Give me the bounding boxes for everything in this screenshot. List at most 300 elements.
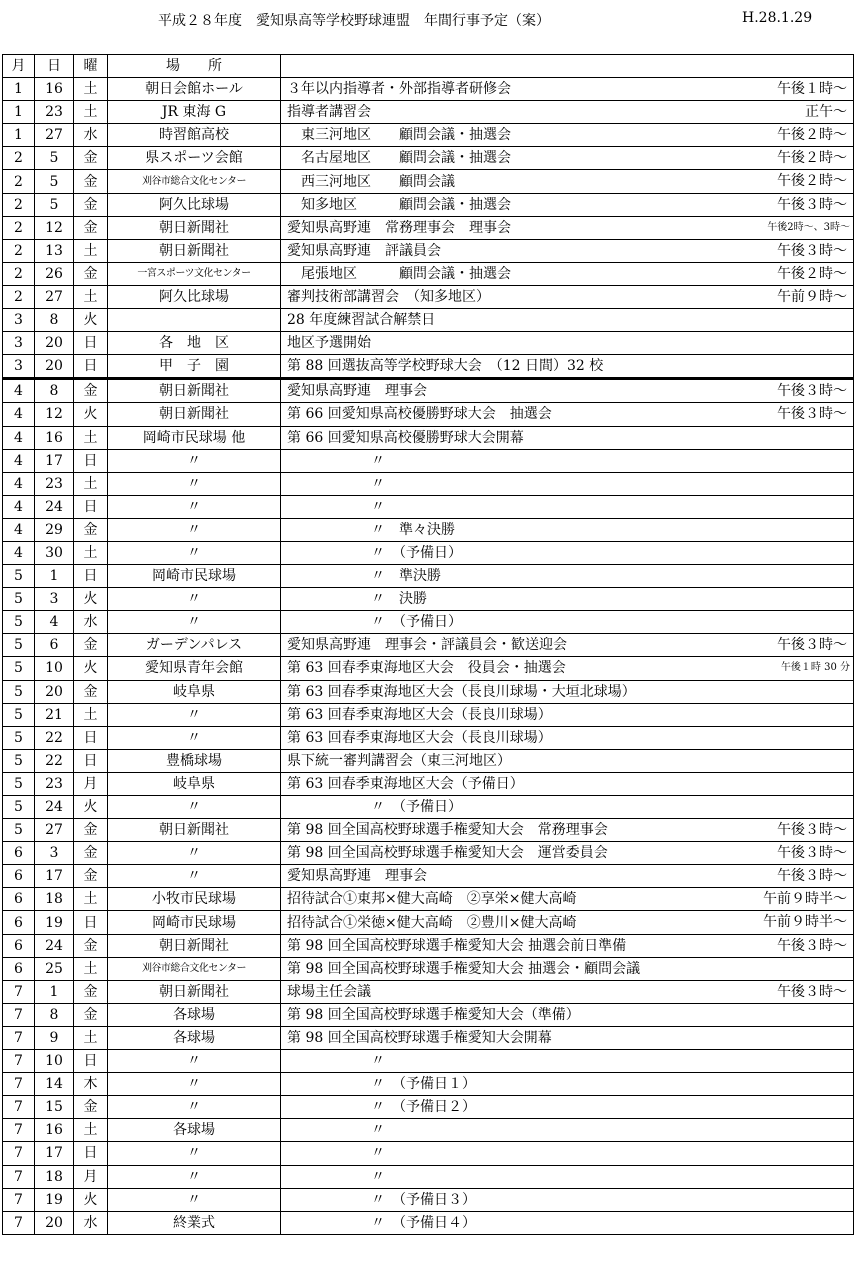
event-text: 〃 <box>287 1145 385 1162</box>
event-time: 午後２時～ <box>777 173 847 190</box>
day-cell: 14 <box>35 1073 74 1096</box>
month-cell: 2 <box>3 147 35 170</box>
event-time: 午後３時～ <box>777 196 847 213</box>
day-cell: 20 <box>35 1211 74 1234</box>
table-row <box>3 611 854 634</box>
event-text: 愛知県高野連 常務理事会 理事会 <box>287 219 511 236</box>
event-text: 〃 決勝 <box>287 591 427 608</box>
table-row <box>3 565 854 588</box>
table-row <box>3 819 854 842</box>
day-cell: 23 <box>35 101 74 124</box>
table-row <box>3 634 854 657</box>
event-time: 午後２時～ <box>777 265 847 282</box>
weekday-cell: 土 <box>74 78 108 101</box>
event-cell <box>281 634 854 657</box>
table-row <box>3 147 854 170</box>
place-cell: 岐阜県 <box>108 772 281 795</box>
place-cell: 〃 <box>108 449 281 472</box>
event-cell <box>281 426 854 449</box>
place-cell: 終業式 <box>108 1211 281 1234</box>
event-cell <box>281 101 854 124</box>
event-cell <box>281 819 854 842</box>
day-cell: 10 <box>35 657 74 680</box>
day-cell: 27 <box>35 819 74 842</box>
table-row <box>3 239 854 262</box>
table-row <box>3 842 854 865</box>
event-text: 愛知県高野連 理事会 <box>287 868 427 885</box>
table-row <box>3 426 854 449</box>
place-cell: 〃 <box>108 865 281 888</box>
place-cell <box>108 309 281 332</box>
event-cell <box>281 957 854 980</box>
weekday-cell: 金 <box>74 819 108 842</box>
month-cell: 5 <box>3 819 35 842</box>
place-cell: 愛知県青年会館 <box>108 657 281 680</box>
event-cell <box>281 1026 854 1049</box>
table-row <box>3 78 854 101</box>
month-cell: 7 <box>3 1003 35 1026</box>
table-row <box>3 588 854 611</box>
place-cell: 各球場 <box>108 1026 281 1049</box>
day-cell: 12 <box>35 403 74 426</box>
table-row <box>3 980 854 1003</box>
document-title: 平成２８年度 愛知県高等学校野球連盟 年間行事予定（案） <box>158 13 550 29</box>
event-cell <box>281 1119 854 1142</box>
event-text: 〃 <box>287 452 385 469</box>
event-text: 第 98 回全国高校野球選手権愛知大会 抽選会前日準備 <box>287 937 627 954</box>
event-text: 〃 （予備日） <box>287 545 462 562</box>
weekday-cell: 金 <box>74 865 108 888</box>
weekday-cell: 金 <box>74 1096 108 1119</box>
weekday-cell: 金 <box>74 518 108 541</box>
table-row <box>3 1165 854 1188</box>
header-month: 月 <box>3 55 35 78</box>
event-time: 午前９時半～ <box>763 891 847 908</box>
table-row <box>3 193 854 216</box>
table-row <box>3 1188 854 1211</box>
event-cell <box>281 1211 854 1234</box>
month-cell: 5 <box>3 565 35 588</box>
month-cell: 7 <box>3 1096 35 1119</box>
event-cell <box>281 588 854 611</box>
table-row <box>3 309 854 332</box>
weekday-cell: 土 <box>74 101 108 124</box>
month-cell: 3 <box>3 355 35 379</box>
month-cell: 6 <box>3 842 35 865</box>
event-time: 午後３時～ <box>777 822 847 839</box>
event-cell <box>281 726 854 749</box>
day-cell: 26 <box>35 262 74 285</box>
event-cell <box>281 216 854 239</box>
place-cell: 阿久比球場 <box>108 193 281 216</box>
event-text: 第 63 回春季東海地区大会（長良川球場） <box>287 706 552 723</box>
event-text: 〃 （予備日２） <box>287 1099 476 1116</box>
weekday-cell: 土 <box>74 703 108 726</box>
table-row <box>3 216 854 239</box>
weekday-cell: 金 <box>74 170 108 193</box>
event-time: 午後１時～ <box>777 81 847 98</box>
month-cell: 4 <box>3 426 35 449</box>
event-cell <box>281 518 854 541</box>
event-cell <box>281 1188 854 1211</box>
event-cell <box>281 285 854 308</box>
event-cell <box>281 772 854 795</box>
day-cell: 23 <box>35 772 74 795</box>
event-text: 第 63 回春季東海地区大会（予備日） <box>287 775 524 792</box>
place-cell: 〃 <box>108 588 281 611</box>
place-cell: 〃 <box>108 518 281 541</box>
place-cell: 県スポーツ会館 <box>108 147 281 170</box>
weekday-cell: 日 <box>74 726 108 749</box>
table-row <box>3 379 854 403</box>
event-text: 〃 <box>287 1122 385 1139</box>
event-text: 知多地区 顧問会議・抽選会 <box>287 196 511 213</box>
event-text: 球場主任会議 <box>287 983 371 1000</box>
month-cell: 3 <box>3 332 35 355</box>
place-cell: 刈谷市総合文化センター <box>108 957 281 980</box>
day-cell: 16 <box>35 1119 74 1142</box>
table-row <box>3 332 854 355</box>
event-text: 地区予選開始 <box>287 335 371 352</box>
event-text: 招待試合①栄徳×健大高崎 ②豊川×健大高崎 <box>287 914 577 931</box>
place-cell: 各球場 <box>108 1119 281 1142</box>
event-cell <box>281 796 854 819</box>
table-row <box>3 449 854 472</box>
event-cell <box>281 472 854 495</box>
place-cell: 〃 <box>108 842 281 865</box>
event-cell <box>281 170 854 193</box>
event-cell <box>281 262 854 285</box>
weekday-cell: 月 <box>74 1165 108 1188</box>
day-cell: 17 <box>35 865 74 888</box>
table-row <box>3 772 854 795</box>
weekday-cell: 月 <box>74 772 108 795</box>
event-text: 第 66 回愛知県高校優勝野球大会 抽選会 <box>287 406 552 423</box>
weekday-cell: 金 <box>74 216 108 239</box>
event-cell <box>281 865 854 888</box>
day-cell: 8 <box>35 379 74 403</box>
event-text: 県下統一審判講習会（東三河地区） <box>287 752 511 769</box>
month-cell: 7 <box>3 1026 35 1049</box>
month-cell: 5 <box>3 634 35 657</box>
month-cell: 4 <box>3 403 35 426</box>
day-cell: 19 <box>35 1188 74 1211</box>
event-cell <box>281 680 854 703</box>
table-row <box>3 472 854 495</box>
place-cell: 朝日新聞社 <box>108 216 281 239</box>
event-text: 〃 <box>287 475 385 492</box>
weekday-cell: 金 <box>74 680 108 703</box>
event-cell <box>281 842 854 865</box>
event-text: ３年以内指導者・外部指導者研修会 <box>287 81 511 98</box>
table-row <box>3 911 854 934</box>
event-time: 午後２時～ <box>777 150 847 167</box>
event-text: 尾張地区 顧問会議・抽選会 <box>287 265 511 282</box>
place-cell: 〃 <box>108 611 281 634</box>
place-cell: 小牧市民球場 <box>108 888 281 911</box>
event-text: 28 年度練習試合解禁日 <box>287 312 436 329</box>
month-cell: 5 <box>3 657 35 680</box>
event-text: 第 63 回春季東海地区大会（長良川球場・大垣北球場） <box>287 683 636 700</box>
month-cell: 5 <box>3 772 35 795</box>
event-cell <box>281 703 854 726</box>
weekday-cell: 土 <box>74 426 108 449</box>
day-cell: 23 <box>35 472 74 495</box>
event-cell <box>281 1050 854 1073</box>
weekday-cell: 水 <box>74 124 108 147</box>
month-cell: 7 <box>3 1142 35 1165</box>
event-text: 〃 <box>287 498 385 515</box>
place-cell: 〃 <box>108 703 281 726</box>
month-cell: 2 <box>3 216 35 239</box>
month-cell: 2 <box>3 285 35 308</box>
table-row <box>3 262 854 285</box>
place-cell: 岡崎市民球場 他 <box>108 426 281 449</box>
day-cell: 5 <box>35 170 74 193</box>
place-cell: 〃 <box>108 796 281 819</box>
table-row <box>3 403 854 426</box>
day-cell: 21 <box>35 703 74 726</box>
event-cell <box>281 1003 854 1026</box>
table-row <box>3 1119 854 1142</box>
month-cell: 7 <box>3 1211 35 1234</box>
place-cell: ガーデンパレス <box>108 634 281 657</box>
event-cell <box>281 657 854 680</box>
day-cell: 1 <box>35 980 74 1003</box>
weekday-cell: 火 <box>74 1188 108 1211</box>
event-time: 午後３時～ <box>777 637 847 654</box>
weekday-cell: 日 <box>74 911 108 934</box>
month-cell: 5 <box>3 796 35 819</box>
month-cell: 7 <box>3 1188 35 1211</box>
table-row <box>3 101 854 124</box>
event-cell <box>281 911 854 934</box>
event-text: 審判技術部講習会 （知多地区） <box>287 288 490 305</box>
month-cell: 5 <box>3 611 35 634</box>
place-cell: 〃 <box>108 1096 281 1119</box>
event-cell <box>281 1073 854 1096</box>
event-text: 〃 <box>287 1168 385 1185</box>
event-time: 午後３時～ <box>777 242 847 259</box>
table-row <box>3 865 854 888</box>
table-row <box>3 1211 854 1234</box>
month-cell: 6 <box>3 888 35 911</box>
event-time: 午後2時～、3時～ <box>767 221 850 233</box>
month-cell: 2 <box>3 239 35 262</box>
month-cell: 4 <box>3 449 35 472</box>
event-text: 第 98 回全国高校野球選手権愛知大会開幕 <box>287 1029 552 1046</box>
month-cell: 7 <box>3 980 35 1003</box>
weekday-cell: 日 <box>74 495 108 518</box>
day-cell: 24 <box>35 796 74 819</box>
month-cell: 4 <box>3 495 35 518</box>
month-cell: 4 <box>3 518 35 541</box>
event-text: 第 66 回愛知県高校優勝野球大会開幕 <box>287 429 524 446</box>
event-cell <box>281 403 854 426</box>
month-cell: 7 <box>3 1050 35 1073</box>
weekday-cell: 土 <box>74 541 108 564</box>
day-cell: 10 <box>35 1050 74 1073</box>
table-row <box>3 680 854 703</box>
event-cell <box>281 1096 854 1119</box>
month-cell: 4 <box>3 379 35 403</box>
event-time: 午前９時～ <box>777 288 847 305</box>
day-cell: 4 <box>35 611 74 634</box>
event-text: 愛知県高野連 理事会・評議員会・歓送迎会 <box>287 637 567 654</box>
day-cell: 27 <box>35 124 74 147</box>
weekday-cell: 火 <box>74 657 108 680</box>
weekday-cell: 日 <box>74 332 108 355</box>
month-cell: 4 <box>3 541 35 564</box>
day-cell: 24 <box>35 934 74 957</box>
weekday-cell: 土 <box>74 888 108 911</box>
weekday-cell: 金 <box>74 1003 108 1026</box>
table-row <box>3 796 854 819</box>
place-cell: 〃 <box>108 1073 281 1096</box>
event-text: 第 98 回全国高校野球選手権愛知大会 運営委員会 <box>287 845 608 862</box>
place-cell: 朝日新聞社 <box>108 379 281 403</box>
month-cell: 1 <box>3 101 35 124</box>
day-cell: 22 <box>35 726 74 749</box>
table-row <box>3 657 854 680</box>
place-cell: 〃 <box>108 495 281 518</box>
event-text: 第 98 回全国高校野球選手権愛知大会（準備） <box>287 1006 580 1023</box>
month-cell: 5 <box>3 703 35 726</box>
place-cell: 朝日会館ホール <box>108 78 281 101</box>
event-cell <box>281 239 854 262</box>
day-cell: 30 <box>35 541 74 564</box>
event-time: 午後３時～ <box>777 383 847 400</box>
table-row <box>3 1050 854 1073</box>
event-cell <box>281 309 854 332</box>
weekday-cell: 土 <box>74 285 108 308</box>
event-time: 午後３時～ <box>777 845 847 862</box>
month-cell: 5 <box>3 588 35 611</box>
event-text: 名古屋地区 顧問会議・抽選会 <box>287 150 511 167</box>
event-text: 〃 （予備日３） <box>287 1191 476 1208</box>
weekday-cell: 金 <box>74 634 108 657</box>
place-cell: 朝日新聞社 <box>108 934 281 957</box>
header-day: 日 <box>35 55 74 78</box>
header-place: 場 所 <box>108 55 281 78</box>
place-cell: 時習館高校 <box>108 124 281 147</box>
event-cell <box>281 449 854 472</box>
day-cell: 13 <box>35 239 74 262</box>
weekday-cell: 日 <box>74 1050 108 1073</box>
event-text: 〃 （予備日１） <box>287 1076 476 1093</box>
weekday-cell: 日 <box>74 565 108 588</box>
place-cell: 各 地 区 <box>108 332 281 355</box>
day-cell: 27 <box>35 285 74 308</box>
event-cell <box>281 1165 854 1188</box>
month-cell: 7 <box>3 1119 35 1142</box>
day-cell: 20 <box>35 332 74 355</box>
event-text: 〃 準々決勝 <box>287 521 455 538</box>
table-row <box>3 355 854 379</box>
month-cell: 1 <box>3 124 35 147</box>
schedule-rows <box>3 78 854 1235</box>
weekday-cell: 水 <box>74 1211 108 1234</box>
schedule-table <box>2 54 854 1235</box>
month-cell: 5 <box>3 726 35 749</box>
day-cell: 12 <box>35 216 74 239</box>
header-event <box>281 55 854 78</box>
day-cell: 16 <box>35 426 74 449</box>
month-cell: 2 <box>3 193 35 216</box>
table-row <box>3 1026 854 1049</box>
event-text: 招待試合①東邦×健大高崎 ②享栄×健大高崎 <box>287 891 577 908</box>
weekday-cell: 土 <box>74 1119 108 1142</box>
weekday-cell: 火 <box>74 796 108 819</box>
day-cell: 22 <box>35 749 74 772</box>
document-date: H.28.1.29 <box>742 10 813 26</box>
place-cell: 朝日新聞社 <box>108 239 281 262</box>
table-row <box>3 1142 854 1165</box>
event-cell <box>281 565 854 588</box>
day-cell: 29 <box>35 518 74 541</box>
weekday-cell: 日 <box>74 1142 108 1165</box>
day-cell: 8 <box>35 1003 74 1026</box>
event-time: 午後２時～ <box>777 127 847 144</box>
weekday-cell: 火 <box>74 588 108 611</box>
event-time: 午後３時～ <box>777 868 847 885</box>
place-cell: 阿久比球場 <box>108 285 281 308</box>
place-cell: 甲 子 園 <box>108 355 281 379</box>
event-cell <box>281 888 854 911</box>
day-cell: 3 <box>35 842 74 865</box>
event-time: 午後３時～ <box>777 406 847 423</box>
table-row <box>3 1003 854 1026</box>
day-cell: 25 <box>35 957 74 980</box>
place-cell: 朝日新聞社 <box>108 819 281 842</box>
table-row <box>3 957 854 980</box>
event-time: 午後１時 30 分 <box>780 662 850 674</box>
weekday-cell: 金 <box>74 842 108 865</box>
event-cell <box>281 124 854 147</box>
event-text: 指導者講習会 <box>287 104 371 121</box>
table-row <box>3 541 854 564</box>
event-cell <box>281 495 854 518</box>
header-weekday: 曜 <box>74 55 108 78</box>
day-cell: 24 <box>35 495 74 518</box>
event-cell <box>281 332 854 355</box>
event-cell <box>281 355 854 379</box>
month-cell: 5 <box>3 749 35 772</box>
place-cell: 朝日新聞社 <box>108 980 281 1003</box>
day-cell: 17 <box>35 1142 74 1165</box>
month-cell: 7 <box>3 1165 35 1188</box>
event-cell <box>281 934 854 957</box>
day-cell: 15 <box>35 1096 74 1119</box>
event-text: 第 98 回全国高校野球選手権愛知大会 常務理事会 <box>287 822 608 839</box>
day-cell: 18 <box>35 888 74 911</box>
place-cell: 〃 <box>108 1188 281 1211</box>
event-text: 東三河地区 顧問会議・抽選会 <box>287 127 511 144</box>
event-time: 午後３時～ <box>777 983 847 1000</box>
day-cell: 5 <box>35 193 74 216</box>
table-row <box>3 518 854 541</box>
weekday-cell: 日 <box>74 449 108 472</box>
place-cell: 豊橋球場 <box>108 749 281 772</box>
event-text: 〃 （予備日） <box>287 614 462 631</box>
event-text: 〃 <box>287 1053 385 1070</box>
weekday-cell: 金 <box>74 262 108 285</box>
weekday-cell: 金 <box>74 379 108 403</box>
table-row <box>3 1073 854 1096</box>
table-row <box>3 749 854 772</box>
event-text: 第 63 回春季東海地区大会 役員会・抽選会 <box>287 660 566 677</box>
event-time: 午前９時半～ <box>763 914 847 931</box>
